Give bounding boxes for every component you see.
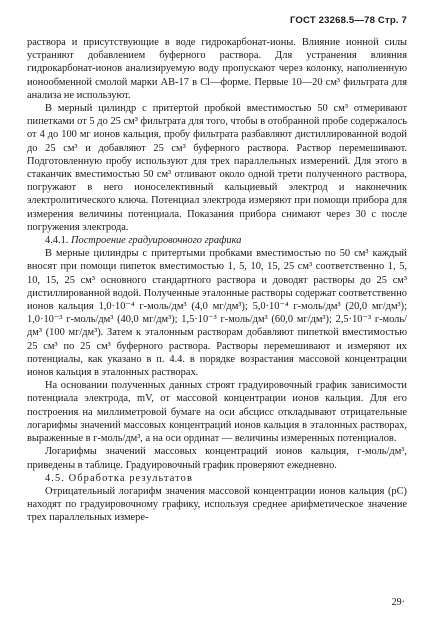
paragraph-interference: раствора и присутствующие в воде гидрокарбонат-ионы. Влияние ионной силы устраняют добавлением буферного раствора. Для устранения влияния гидрокарбонат-ионов анализируемую воду пропускают через колонку, наполненную ионообменной смолой марки АВ-17 в Cl—форме. Первые 10—20 см³ фильтрата для анализа не используют.: [27, 37, 407, 101]
page-number: 29·: [391, 597, 405, 608]
paragraph-measurement-procedure: В мерный цилиндр с притертой пробкой вместимостью 50 см³ отмеривают пипетками от 5 до 25 см³ фильтрата для того, чтобы в отобранной пробе содержалось от 4 до 100 мг ионов кальция, пробу фильтрата разбавляют дистиллированной водой до 25 см³ и добавляют 25 см³ буферного раствора. Раствор перемешивают. Подготовленную пробу используют для трех параллельных измерений. Для этого в стаканчик вместимостью 50 см³ отливают около одной трети полученного раствора, погружают в него ионоселективный кальциевый электрод и наконечник электролитического ключа. Потенциал электрода измеряют при помощи прибора для измерения величины потенциала. Показания прибора снимают через 30 с после погружения электрода.: [27, 103, 407, 233]
paragraph-calibration-solutions: В мерные цилиндры с притертыми пробками вместимостью по 50 см³ каждый вносят при помощи пипеток вместимостью 1, 5, 10, 15, 25 см³ соответственно 1, 5, 10, 15, 25 см³ основного стандартного раствора и доводят растворы до 25 см³ дистиллированной водой. Полученные эталонные растворы содержат соответственно ионов кальция 1,0·10⁻⁴ г-моль/дм³ (4,0 мг/дм³); 5,0·10⁻⁴ г-моль/дм³ (20,0 мг/дм³); 1,0·10⁻³ г-моль/дм³ (40,0 мг/дм³); 1,5·10⁻³ г-моль/дм³ (60,0 мг/дм³); 2,5·10⁻³ г-моль/дм³ (100 мг/дм³). Затем к эталонным растворам добавляют пипеткой вместимостью 25 см³ по 25 см³ буферного раствора. Растворы перемешивают и измеряют их потенциалы, как указано в п. 4.4. в порядке возрастания массовой концентрации ионов кальция в эталонных растворах.: [27, 248, 407, 379]
subsection-number: 4.4.1.: [45, 235, 69, 247]
paragraph-calibration-graph: На основании полученных данных строят градуировочный график зависимости потенциала электрода, mV, от массовой концентрации ионов кальция. Для его построения на миллиметровой бумаге на оси абсцисс откладывают отрицательные логарифмы значений массовых концентраций ионов кальция в эталонных растворах, выраженные в г-моль/дм³, а на оси ординат — величины измеренных потенциалов.: [27, 380, 407, 445]
subsection-title: Построение градуировочного графика: [71, 235, 242, 247]
paragraph-logarithms: Логарифмы значений массовых концентраций ионов кальция, г-моль/дм³, приведены в таблице. Градуировочный график проверяют ежедневно.: [27, 446, 407, 471]
section-heading-4-5: 4.5. Обработка результатов: [45, 472, 193, 484]
document-page: [27, 14, 407, 525]
subsection-heading-4-4-1: [27, 234, 407, 247]
paragraph-results-processing: Отрицательный логарифм значения массовой концентрации ионов кальция (pC) находят по градуировочному графику, используя среднее арифметическое значение трех параллельных измере-: [27, 485, 407, 524]
running-header: ГОСТ 23268.5—78 Стр. 7: [289, 15, 407, 26]
